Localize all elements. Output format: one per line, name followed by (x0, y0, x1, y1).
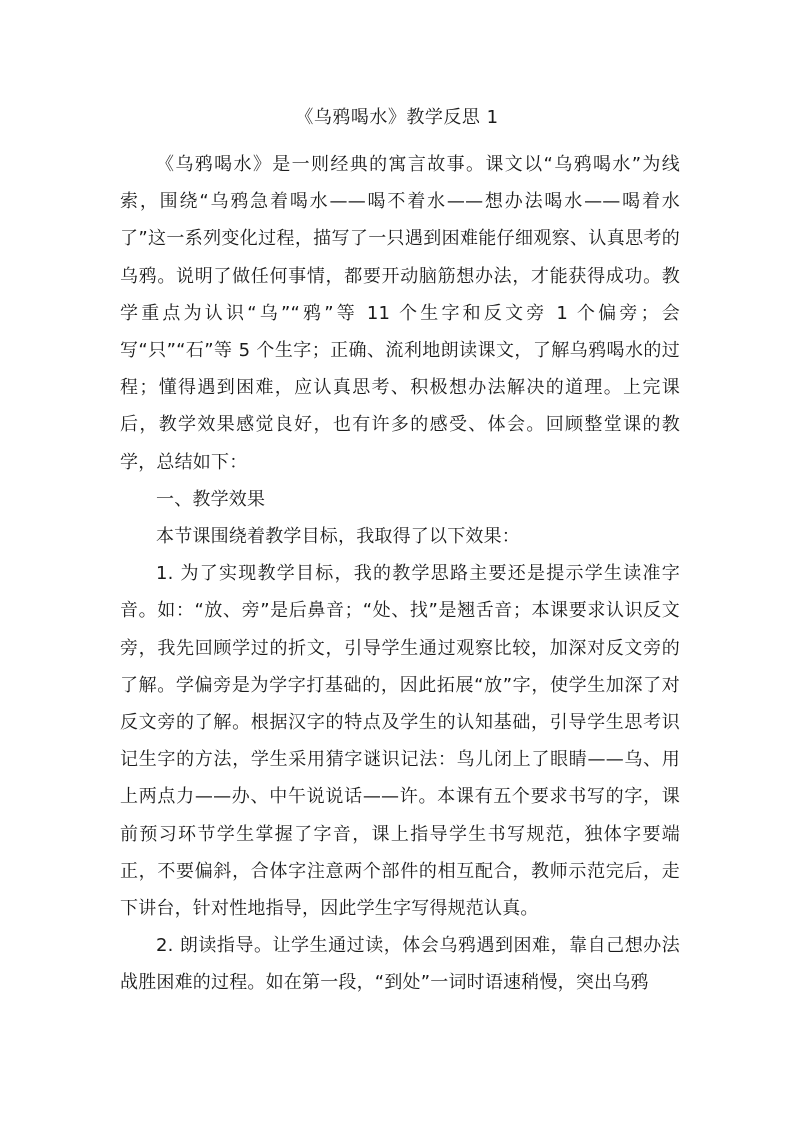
paragraph-intro: 《乌鸦喝水》是一则经典的寓言故事。课文以“乌鸦喝水”为线索，围绕“乌鸦急着喝水——喝不着水——想办法喝水——喝着水了”这一系列变化过程，描写了一只遇到困难能仔细观察、认真思考的乌鸦。说明了做任何事情，都要开动脑筋想办法，才能获得成功。教学重点为认识“乌”“鸦”等 11 个生字和反文旁 1 个偏旁；会写“只”“石”等 5 个生字；正确、流利地朗读课文，了解乌鸦喝水的过程；懂得遇到困难，应认真思考、积极想办法解决的道理。上完课后，教学效果感觉良好，也有许多的感受、体会。回顾整堂课的教学，总结如下： (120, 154, 680, 473)
paragraph-effect-summary: 本节课围绕着教学目标，我取得了以下效果： (156, 526, 520, 548)
section-heading-teaching-effect: 一、教学效果 (156, 488, 266, 510)
paragraph-point-1: 1. 为了实现教学目标，我的教学思路主要还是提示学生读准字音。如：“放、旁”是后鼻音；“处、找”是翘舌音；本课要求认识反文旁，我先回顾学过的折文，引导学生通过观察比较，加深对反文旁的了解。学偏旁是为学字打基础的，因此拓展“放”字，使学生加深了对反文旁的了解。根据汉字的特点及学生的认知基础，引导学生思考识记生字的方法，学生采用猜字谜识记法：鸟儿闭上了眼睛——乌、用上两点力——办、中午说说话——许。本课有五个要求书写的字，课前预习环节学生掌握了字音，课上指导学生书写规范，独体字要端正，不要偏斜，合体字注意两个部件的相互配合，教师示范完后，走下讲台，针对性地指导，因此学生字写得规范认真。 (120, 563, 680, 920)
document-body (120, 146, 680, 1002)
paragraph-point-2: 2. 朗读指导。让学生通过读，体会乌鸦遇到困难，靠自己想办法战胜困难的过程。如在第一段，“到处”一词时语速稍慢，突出乌鸦 (120, 935, 680, 994)
document-title: 《乌鸦喝水》教学反思 1 (295, 107, 499, 128)
